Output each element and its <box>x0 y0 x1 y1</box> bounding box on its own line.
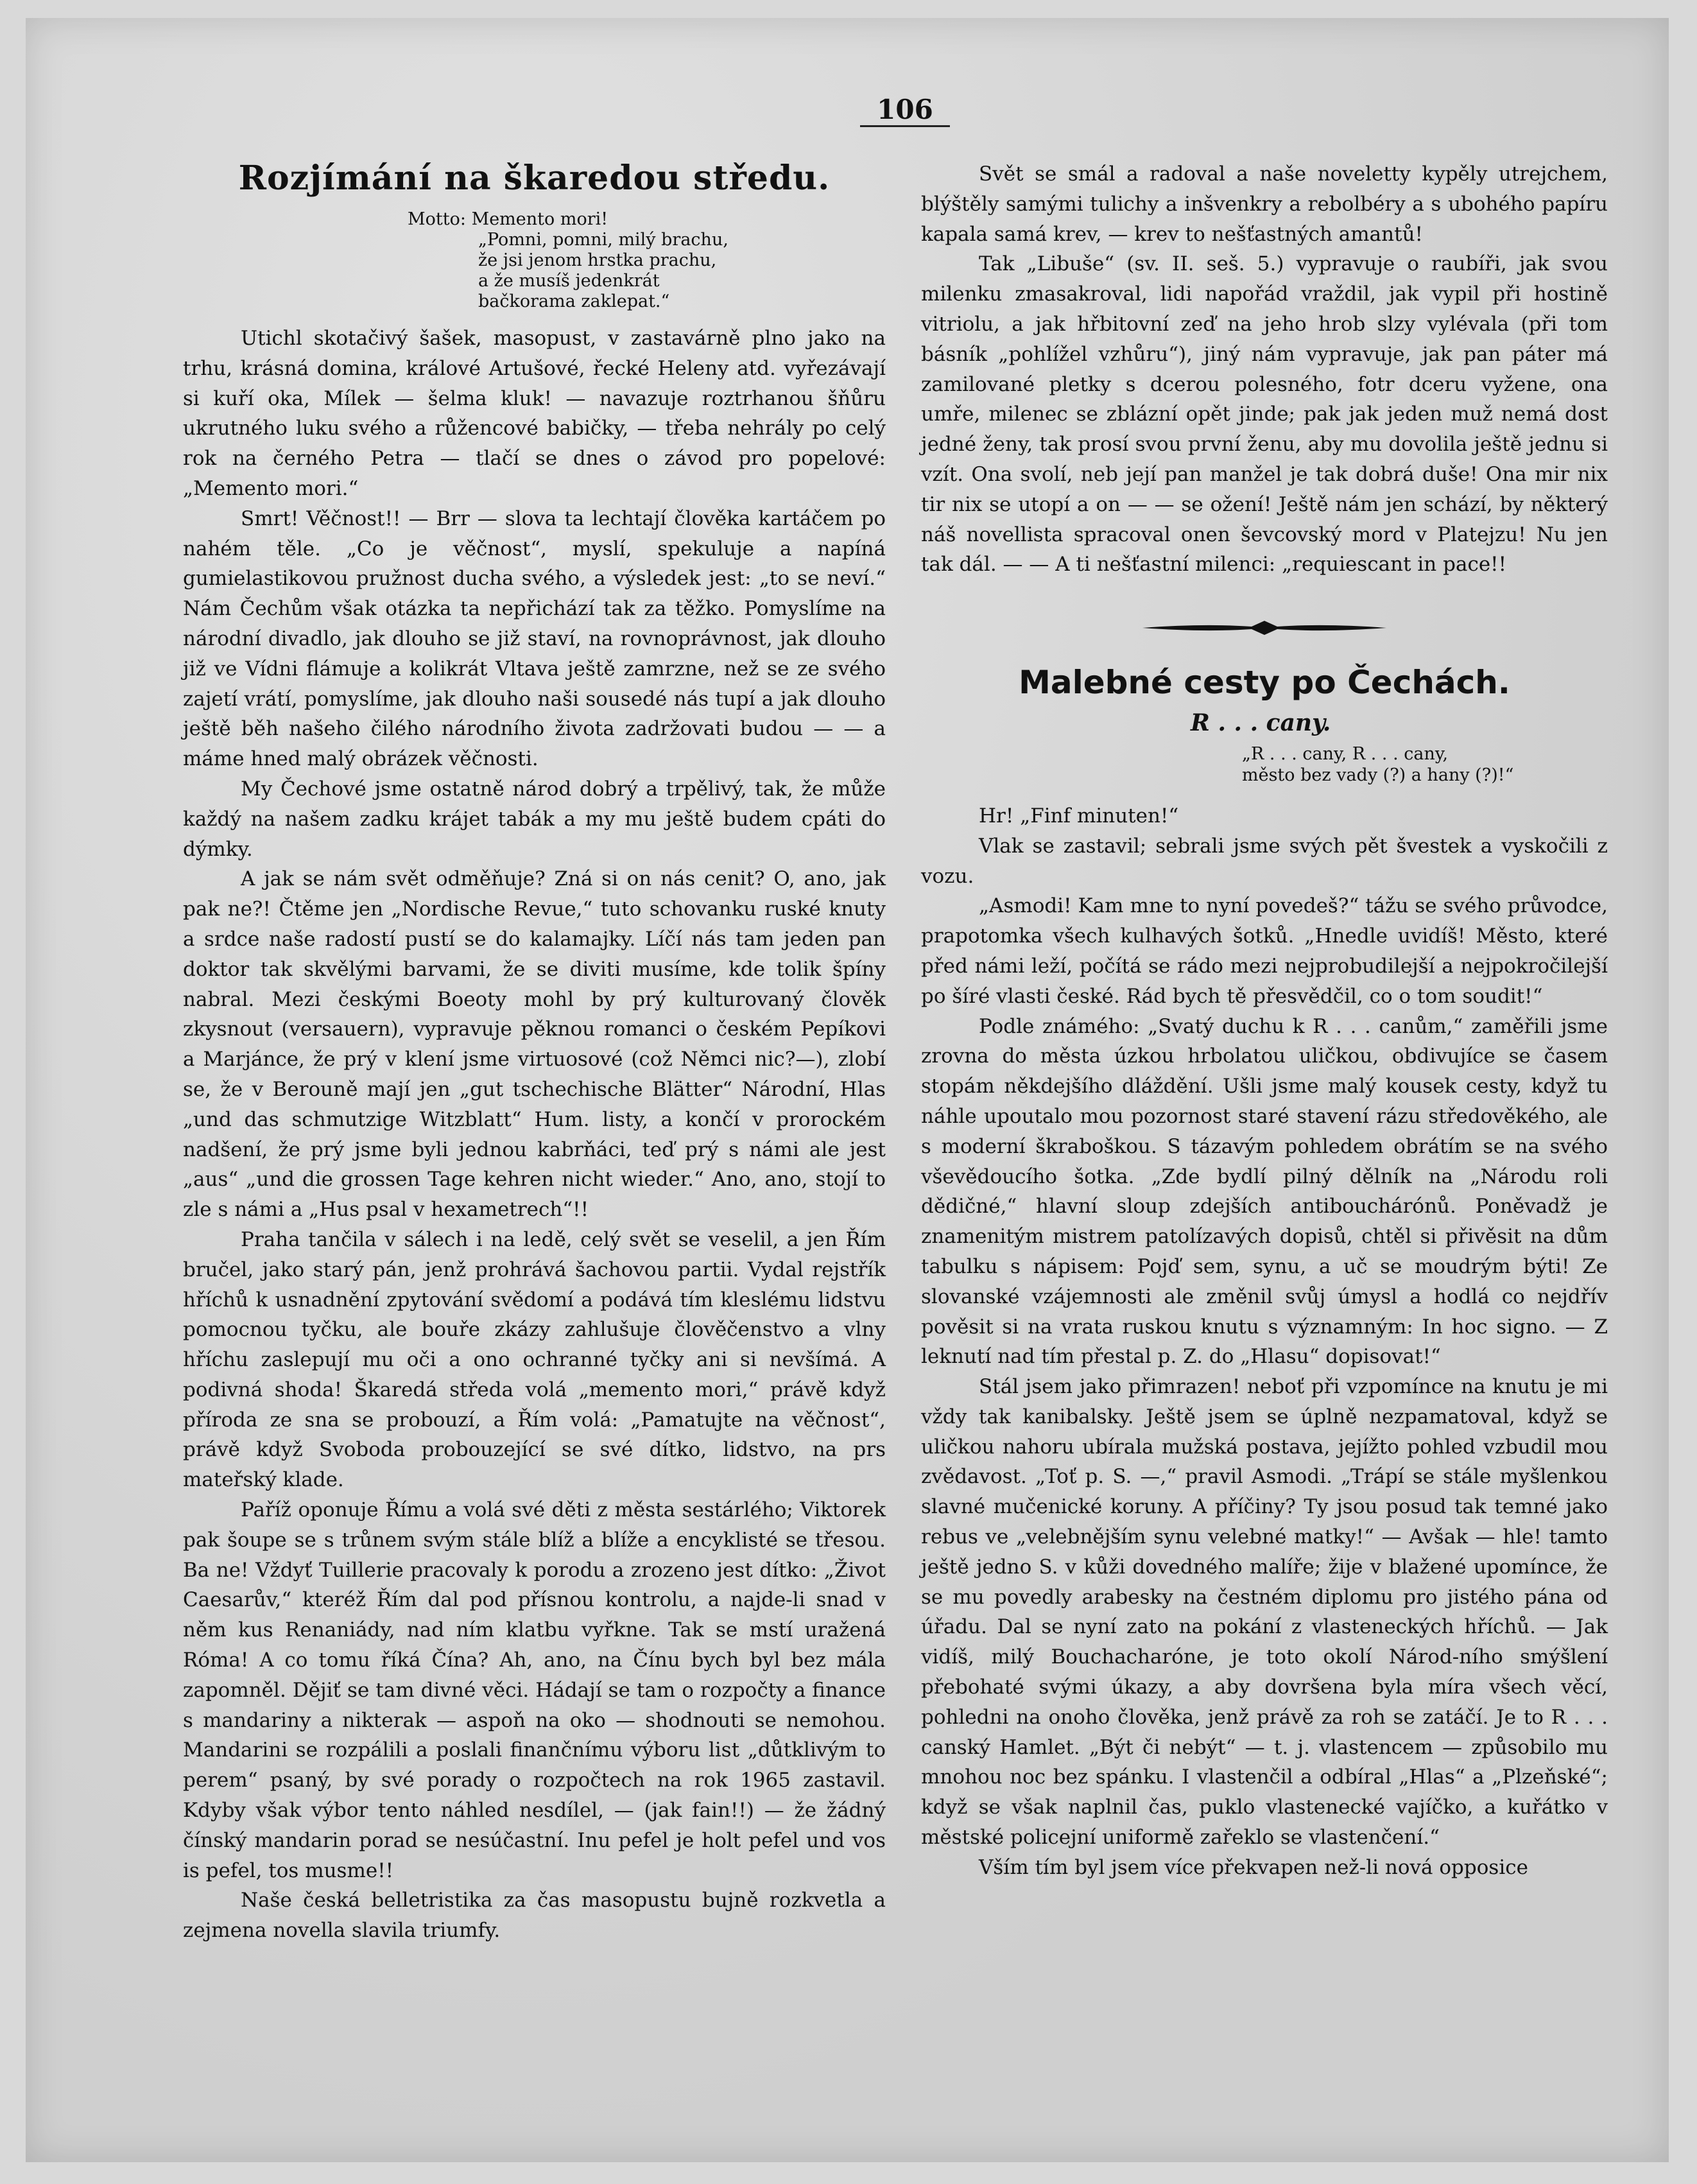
paragraph: „Asmodi! Kam mne to nyní povedeš?“ tážu se svého průvodce, prapotomka všech kulhavých šotků. „Hnedle uvidíš! Město, které před námi leží, počítá se rádo mezi nejprobudilejší a nejpokročilejší po šíré vlasti české. Rád bych tě přesvědčil, co o tom soudit!“ <box>921 894 1608 1008</box>
article-subtitle: R . . . cany. <box>1191 709 1331 737</box>
paragraph: Vlak se zastavil; sebrali jsme svých pět švestek a vyskočili z vozu. <box>921 834 1608 888</box>
article-title: Rozjímání na škaredou středu. <box>238 159 831 198</box>
left-column <box>183 159 886 1946</box>
motto-label: Motto: <box>408 209 466 229</box>
paragraph: My Čechové jsme ostatně národ dobrý a trpělivý, tak, že může každý na našem zadku krájet tabák a my mu ještě budem cpáti do dýmky. <box>183 777 886 861</box>
verse: „R . . . cany, R . . . cany, město bez vady (?) a hany (?)!“ <box>1242 743 1514 785</box>
paragraph: Utichl skotačivý šašek, masopust, v zastavárně plno jako na trhu, krásná domina, králové Artušové, řecké Heleny atd. vyřezávají si kuří oka, Mílek — šelma kluk! — navazuje roztrhanou šňůru ukrutného luku svého a růžencové babičky, — třeba nehrály po celý rok na černého Petra — tlačí se dnes o závod pro popelové: „Memento mori.“ <box>183 327 886 500</box>
article-title: Malebné cesty po Čechách. <box>1019 664 1510 702</box>
paragraph: Paříž oponuje Římu a volá své děti z města sestárlého; Viktorek pak šoupe se s trůnem svým stále blíž a blíže a encyklisté se třesou. Ba ne! Vždyť Tuillerie pracovaly k porodu a zrozeno jest dítko: „Život Caesarův,“ kteréž Řím dal pod přísnou kontrolu, a najde-li snad v něm kus Renaniády, nad ním klatbu vyřkne. Tak se mstí uražená Róma! A co tomu říká Čína? Ah, ano, na Čínu bych byl bez mála zapomněl. Dějiť se tam divné věci. Hádají se tam o rozpočty a finance s mandariny a nikterak — aspoň na oko — shodnouti se nemohou. Mandarini se rozpálili a poslali finančnímu výboru list „důtklivým to perem“ psaný, by své porady o rozpočtech na rok 1965 zastavil. Kdyby však výbor tento náhled nesdílel, — (jak fain!!) — že žádný čínský mandarin porad se nesúčastní. Inu pefel je holt pefel und vos is pefel, tos musme!! <box>183 1498 886 1882</box>
paragraph: Smrt! Věčnost!! — Brr — slova ta lechtají člověka kartáčem po nahém těle. „Co je věčnost“, myslí, spekuluje a napíná gumielastikovou pružnost ducha svého, a výsledek jest: „to se neví.“ Nám Čechům však otázka ta nepřichází tak za těžko. Pomyslíme na národní divadlo, jak dlouho se již staví, na rovnoprávnost, jak dlouho již ve Vídni flámuje a kolikrát Vltava ještě zamrzne, než se ze svého zajetí vrátí, pomyslíme, jak dlouho naši sousedé nás tupí a jak dlouho ještě běh našeho čilého národního života zadržovati budou — — a máme hned malý obrázek věčnosti. <box>183 507 886 771</box>
paragraph: Praha tančila v sálech i na ledě, celý svět se veselil, a jen Řím bručel, jako starý pán, jenž prohrává šachovou partii. Vydal rejstřík hříchů k usnadnění zpytování svědomí a podává tím kleslému lidstvu pomocnou tyčku, ale bouře zkázy zahlušuje člověčenstvo a vlny hříchu zaslepují mu oči a ono ochranné tyčky ani si nevšímá. A podivná shoda! Škaredá středa volá „memento mori,“ právě když příroda ze sna se probouzí, a Řím volá: „Pamatujte na věčnost“, právě když Svoboda probouzející se své dítko, lidstvo, na prs mateřský klade. <box>183 1227 886 1492</box>
paragraph: A jak se nám svět odměňuje? Zná si on nás cenit? O, ano, jak pak ne?! Čtěme jen „Nordische Revue,“ tuto schovanku ruské knuty a srdce naše radostí pustí se do kalamajky. Líčí nás tam jeden pan doktor tak skvělými barvami, že se diviti musíme, kde tolik špíny nabral. Mezi českými Boeoty mohl by prý kulturovaný člověk zkysnout (versauern), vypravuje pěknou romanci o českém Pepíkovi a Marjánce, že prý v klení jsme virtuosové (což Němci nic?—), zlobí se, že v Berouně mají jen „gut tschechische Blätter“ Národní, Hlas „und das schmutzige Witzblatt“ Hum. listy, a končí v prorockém nadšení, že prý jsme byli jednou kabrňáci, teď prý s námi ale jest „aus“ „und die grossen Tage kehren nicht wieder.“ Ano, ano, stojí to zle s námi a „Hus psal v hexametrech“!! <box>183 867 886 1222</box>
newspaper-page <box>26 18 1669 2162</box>
paragraph: Vším tím byl jsem více překvapen než-li nová opposice <box>979 1855 1528 1879</box>
paragraph: Tak „Libuše“ (sv. II. seš. 5.) vypravuje o raubíři, jak svou milenku zmasakroval, lidi napořád vraždil, jak vypil při hostině vitriolu, a jak hřbitovní zeď na jeho hrob slzy vylévala (při tom básník „pohlížel vzhůru“), jiný nám vypravuje, jak pan páter má zamilované pletky s dcerou polesného, fotr dceru vyžene, ona umře, milenec se zblázní opět jinde; pak jak jeden muž nemá dost jedné ženy, tak prosí svou první ženu, aby mu dovolila ještě jednu si vzít. Ona svolí, neb její pan manžel je tak dobrá duše! Ona mir nix tir nix se utopí a on — — se ožení! Ještě nám jen schází, by některý náš novellista spracoval onen ševcovský mord v Platejzu! Nu jen tak dál. — — A ti nešťastní milenci: „requiescant in pace!! <box>921 252 1608 576</box>
paragraph: Svět se smál a radoval a naše noveletty kypěly utrejchem, blýštěly samými tulichy a inšvenkry a rebolbéry a s ubohého papíru kapala samá krev, — krev to nešťastných amantů! <box>921 162 1608 246</box>
paragraph: Naše česká belletristika za čas masopustu bujně rozkvetla a zejmena novella slavila triumfy. <box>183 1889 886 1943</box>
motto <box>408 209 886 312</box>
paragraph: Hr! „Finf minuten!“ <box>979 804 1179 828</box>
motto-text: Memento mori! „Pomni, pomni, milý brachu, že jsi jenom hrstka prachu, a že musíš jedenkrát bačkorama zaklepat.“ <box>471 209 728 311</box>
right-column <box>921 159 1608 1883</box>
paragraph: Stál jsem jako přimrazen! neboť při vzpomínce na knutu je mi vždy tak kanibalsky. Ještě jsem se úplně nezpamatoval, když se uličkou nahoru ubírala mužská postava, jejížto pohled vzbudil mou zvědavost. „Toť p. S. —,“ pravil Asmodi. „Trápí se stále myšlenkou slavné mučenické koruny. A příčiny? Ty jsou posud tak temné jako rebus ve „velebnějším synu velebné matky!“ — Avšak — hle! tamto ještě jedno S. v kůži dovedného malíře; žije v blažené upomínce, že se mu povedly arabesky na čestném diplomu pro jistého pána od úřadu. Dal se nyní zato na pokání z vlasteneckých hříchů. — Jak vidíš, milý Bouchacharóne, je toto okolí Národ-ního smýšlení přebohaté svými úkazy, a aby dovršena byla míra všech věcí, pohledni na onoho člověka, jenž právě za roh se zatáčí. Je to R . . . canský Hamlet. „Být či nebýt“ — t. j. vlastencem — způsobilo mu mnohou noc bez spánku. I vlastenčil a odbíral „Hlas“ a „Plzeňské“; když se však naplnil čas, puklo vlastenecké vajíčko, a kuřátko v městské policejní uniformě zařeklo se vlastenčení.“ <box>921 1375 1608 1850</box>
paragraph: Podle známého: „Svatý duchu k R . . . canům,“ zaměřili jsme zrovna do města úzkou hrbolatou uličkou, obdivujíce se časem stopám někdejšího dláždění. Ušli jsme malý kousek cesty, když tu náhle upoutalo mou pozornost staré stavení rázu středověkého, ale s moderní škraboškou. S tázavým pohledem obrátím se na svého vševědoucího šotka. „Zde bydlí pilný dělník na „Národu roli dědičné,“ hlavní sloup zdejších antibouchárónů. Poněvadž je znamenitým mistrem patolízavých dopisů, chtěl si přivěsit na dům tabulku s nápisem: Pojď sem, synu, a uč se moudrým býti! Ze slovanské vzájemnosti ale změnil svůj úmysl a hodlá co nejdřív pověsit si na vrata ruskou knutu s významným: In hoc signo. — Z leknutí nad tím přestal p. Z. do „Hlasu“ dopisovat!“ <box>921 1014 1608 1369</box>
page-number: 106 <box>860 94 950 127</box>
divider-ornament <box>1142 618 1386 637</box>
